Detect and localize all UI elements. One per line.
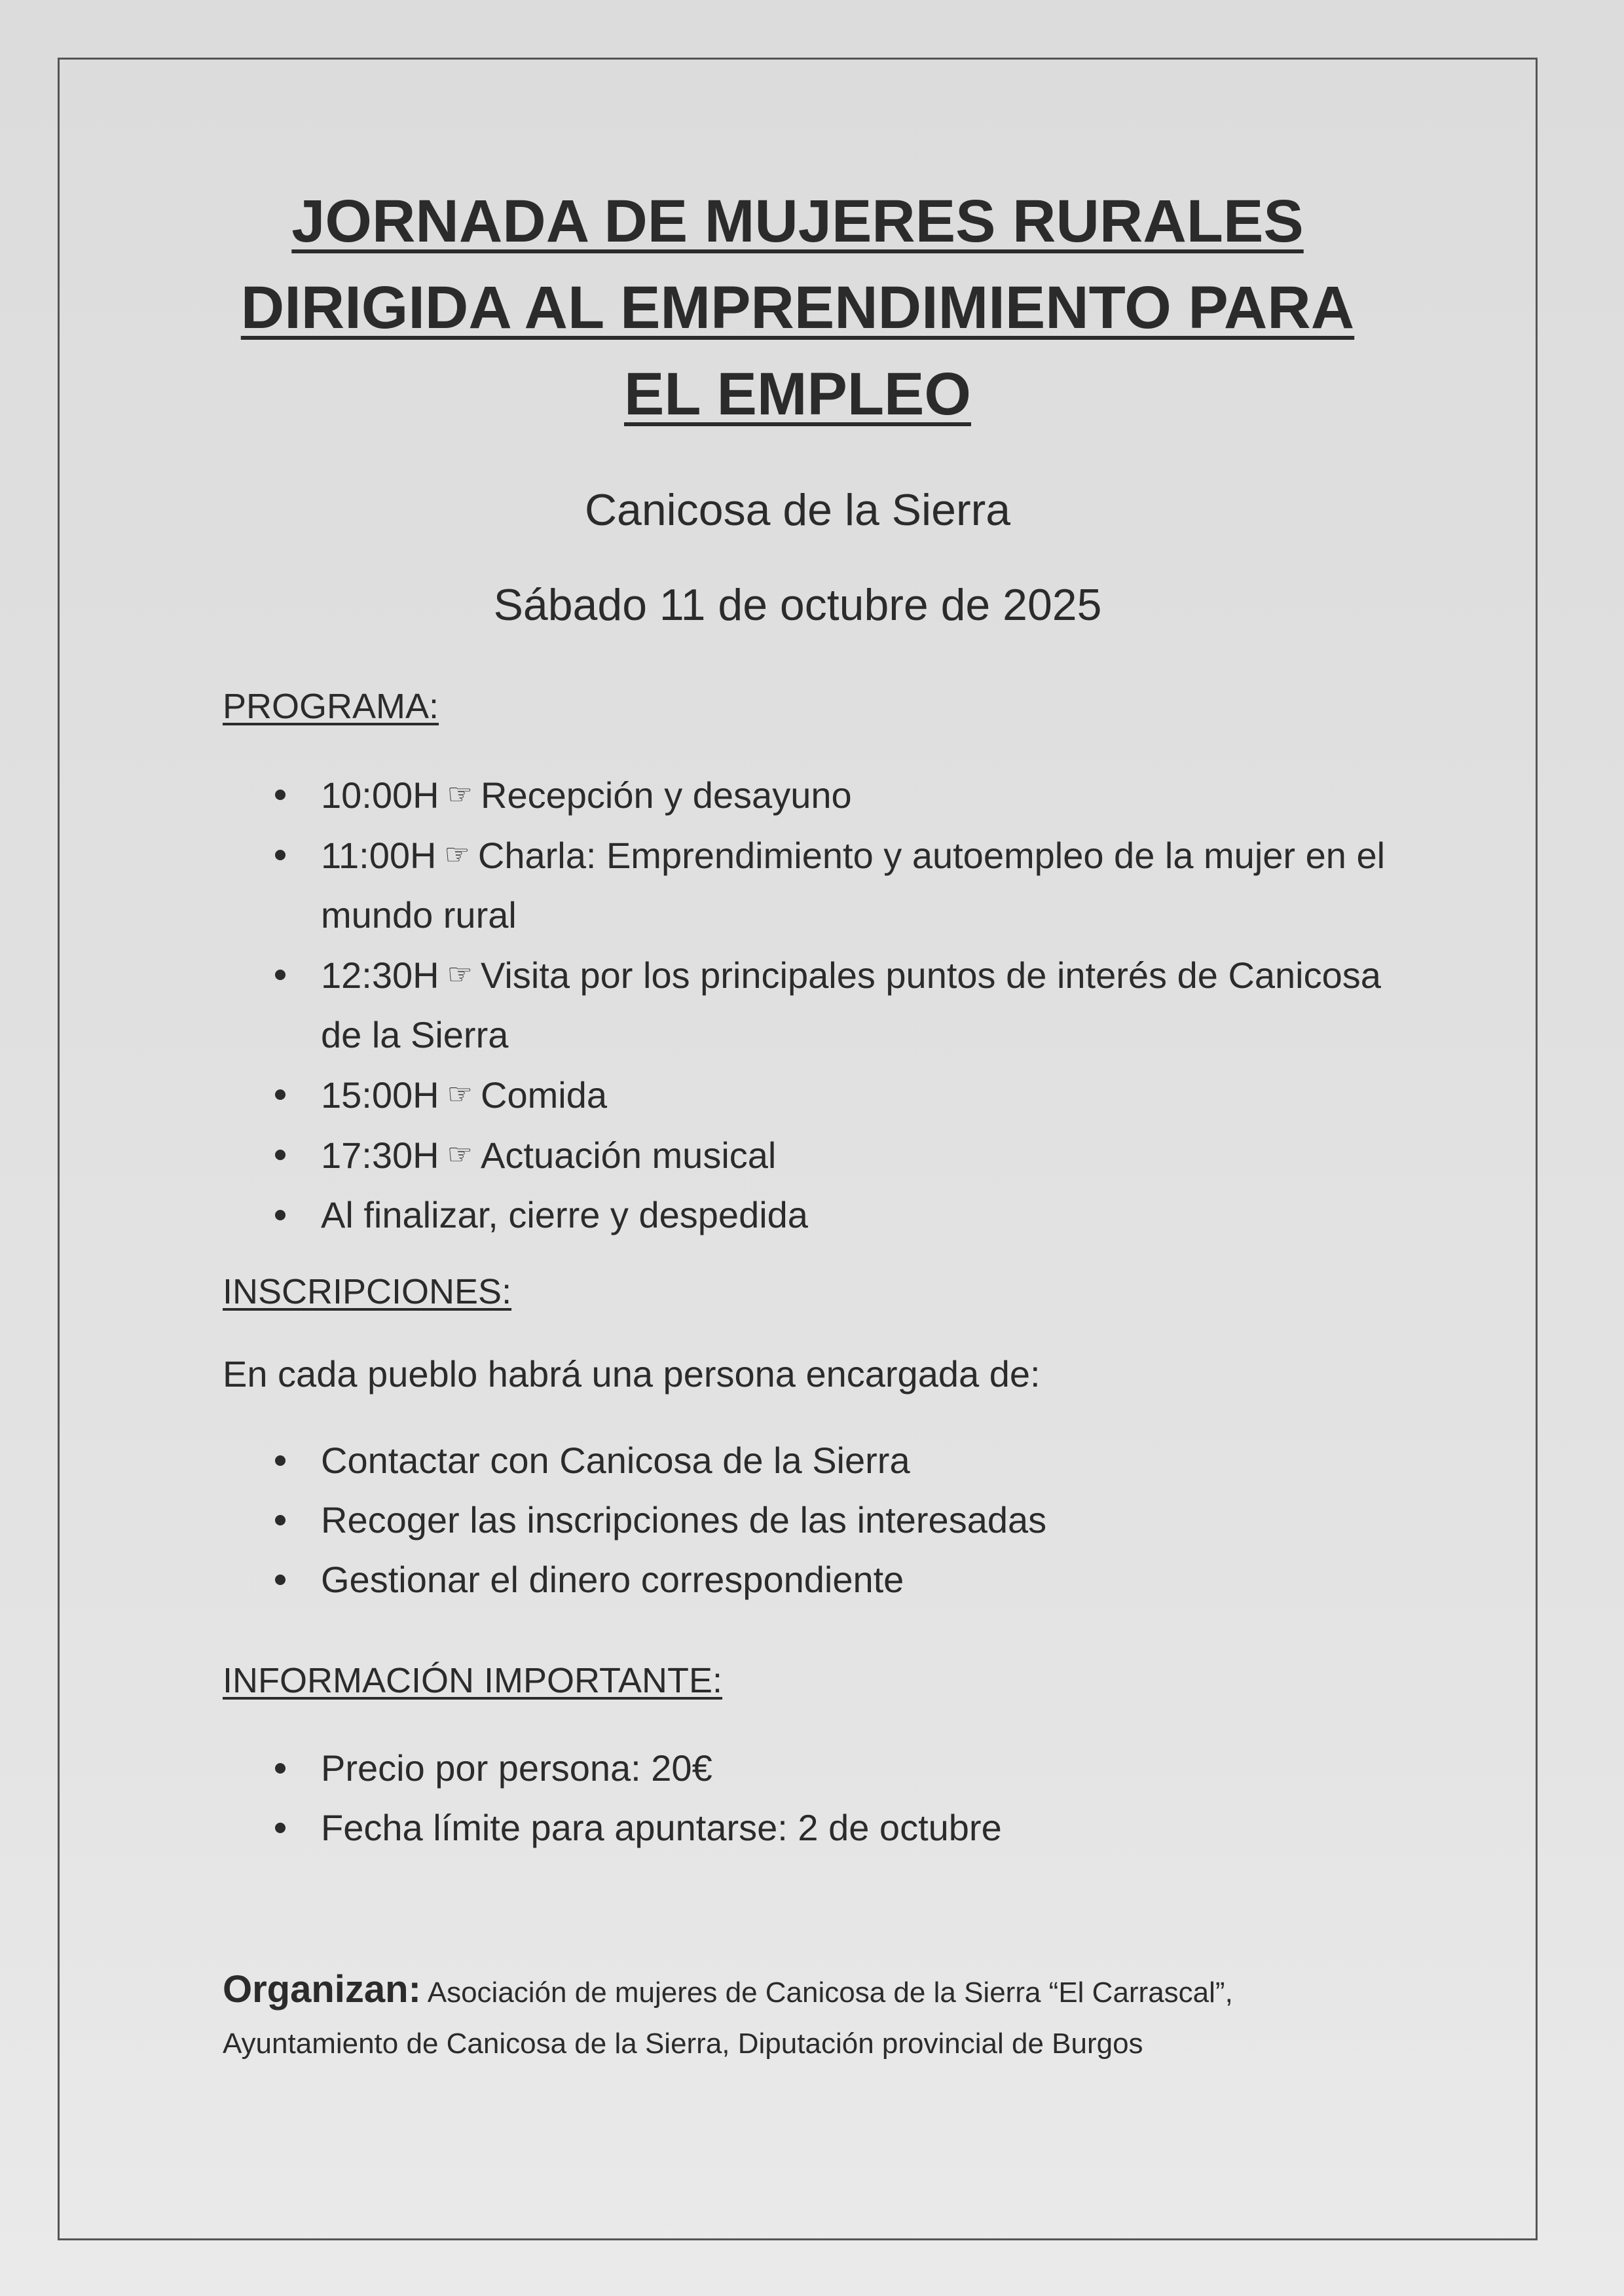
inscripciones-heading: INSCRIPCIONES: (223, 1272, 512, 1311)
list-item-text: Gestionar el dinero correspondiente (321, 1559, 904, 1600)
list-item-text: Contactar con Canicosa de la Sierra (321, 1440, 910, 1481)
schedule-text: Actuación musical (481, 1135, 777, 1176)
bullet-icon (275, 790, 286, 800)
hand-pointing-right-icon: ☞ (447, 958, 473, 991)
hand-pointing-right-icon: ☞ (444, 839, 470, 871)
bullet-icon (275, 1150, 286, 1160)
bullet-icon (275, 1089, 286, 1100)
hand-pointing-right-icon: ☞ (447, 778, 473, 811)
list-item (275, 825, 1388, 945)
informacion-heading: INFORMACIÓN IMPORTANTE: (223, 1661, 723, 1700)
bullet-icon (275, 1763, 286, 1774)
list-item-text: Precio por persona: 20€ (321, 1747, 712, 1789)
schedule-time: 12:30H (321, 955, 439, 996)
list-item (275, 1065, 1388, 1125)
bullet-icon (275, 1210, 286, 1220)
title-line-2: DIRIGIDA AL EMPRENDIMIENTO PARA (240, 274, 1355, 341)
inscripciones-intro: En cada pueblo habrá una persona encargada de: (223, 1353, 1041, 1394)
list-item (275, 1125, 1388, 1185)
organizers-line-2: Ayuntamiento de Canicosa de la Sierra, Diputación provincial de Burgos (223, 2028, 1143, 2060)
schedule-time: 17:30H (321, 1135, 439, 1176)
bullet-icon (275, 1575, 286, 1585)
list-item-text: Fecha límite para apuntarse: 2 de octubre (321, 1807, 1002, 1848)
list-item (275, 1185, 1388, 1245)
list-item (275, 1798, 1388, 1857)
list-item (275, 1490, 1388, 1550)
event-date: Sábado 11 de octubre de 2025 (493, 580, 1102, 630)
bullet-icon (275, 1823, 286, 1833)
title-line-3: EL EMPLEO (624, 361, 971, 428)
flyer-title (58, 178, 1538, 437)
bullet-icon (275, 1515, 286, 1525)
list-item (275, 1738, 1388, 1798)
list-item (275, 1430, 1388, 1490)
organizers-line-1: Asociación de mujeres de Canicosa de la Sierra “El Carrascal”, (427, 1977, 1233, 2009)
list-item (275, 1550, 1388, 1609)
schedule-time: 15:00H (321, 1074, 439, 1116)
schedule-text: Visita por los principales puntos de interés de Canicosa de la Sierra (321, 955, 1381, 1055)
programa-heading: PROGRAMA: (223, 687, 439, 726)
hand-pointing-right-icon: ☞ (447, 1078, 473, 1110)
hand-pointing-right-icon: ☞ (447, 1139, 473, 1171)
schedule-time: 11:00H (321, 835, 437, 876)
schedule-text: Comida (481, 1074, 607, 1116)
bullet-icon (275, 1455, 286, 1466)
schedule-text: Recepción y desayuno (481, 774, 852, 816)
organizers-label: Organizan: (223, 1968, 421, 2011)
bullet-icon (275, 970, 286, 980)
programa-list (275, 765, 1388, 1245)
list-item (275, 945, 1388, 1065)
schedule-text: Charla: Emprendimiento y autoempleo de la mujer en el mundo rural (321, 835, 1386, 936)
schedule-time: 10:00H (321, 774, 439, 816)
title-line-1: JORNADA DE MUJERES RURALES (291, 188, 1304, 255)
inscripciones-list (275, 1430, 1388, 1609)
informacion-list (275, 1738, 1388, 1857)
list-item (275, 765, 1388, 825)
bullet-icon (275, 850, 286, 860)
schedule-closing: Al finalizar, cierre y despedida (321, 1194, 808, 1235)
event-location: Canicosa de la Sierra (584, 485, 1011, 535)
list-item-text: Recoger las inscripciones de las interesadas (321, 1499, 1047, 1540)
organizers (223, 1964, 1401, 2069)
